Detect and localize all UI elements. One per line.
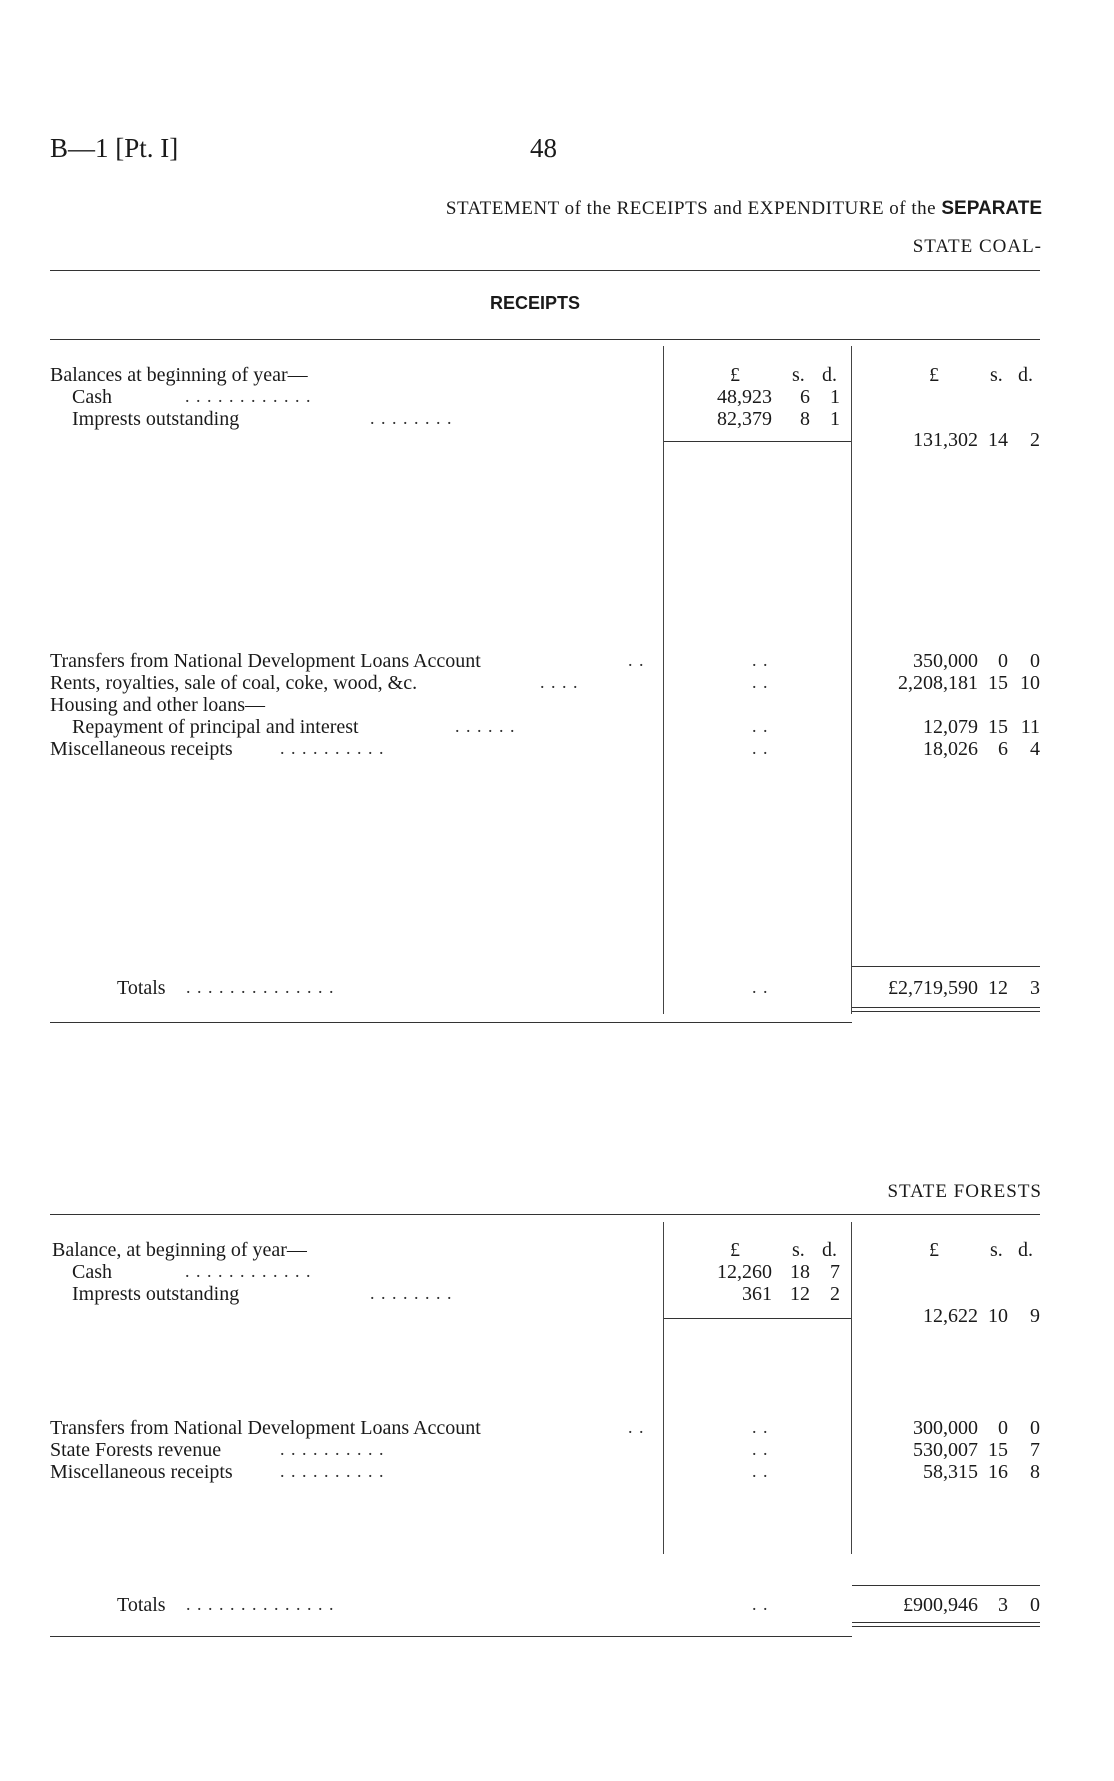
coal-total-double-rule-1 — [852, 1007, 1040, 1008]
coal-col-pounds-1: £ — [730, 364, 740, 386]
leader-dots: . . — [436, 408, 453, 428]
forests-row-revenue-shillings: 15 — [988, 1439, 1008, 1461]
coal-total-rule-top — [852, 966, 1040, 967]
coal-misc-pence: 4 — [1030, 738, 1040, 760]
leader-dots: . . — [324, 1439, 341, 1459]
leader-dots: . . — [280, 1461, 297, 1481]
coal-misc-pounds: 18,026 — [923, 738, 978, 760]
coal-col-shillings-2: s. — [990, 364, 1003, 386]
forests-balance-label: Balance, at beginning of year— — [52, 1239, 307, 1261]
leader-dots: . . — [273, 1261, 290, 1281]
coal-cash-pence: 1 — [830, 386, 840, 408]
forests-col-pounds-2: £ — [929, 1239, 939, 1261]
forests-imprests-pence: 2 — [830, 1283, 840, 1305]
forests-col-pence-2: d. — [1018, 1239, 1033, 1261]
forests-imprests-shillings: 12 — [790, 1283, 810, 1305]
col-dots: . . — [752, 1594, 769, 1614]
coal-row-rents-pounds: 2,208,181 — [898, 672, 978, 694]
leader-dots: . . — [186, 1594, 203, 1614]
title-prefix: STATEMENT of the RECEIPTS and EXPENDITURE of the — [445, 198, 942, 219]
leader-dots: . . — [295, 1261, 312, 1281]
leader-dots: . . — [185, 386, 202, 406]
coal-row-transfers-pence: 0 — [1030, 650, 1040, 672]
leader-dots: . . — [252, 1594, 269, 1614]
leader-dots: . . — [392, 408, 409, 428]
coal-imprests-label: Imprests outstanding — [72, 408, 240, 430]
forests-imprests-label: Imprests outstanding — [72, 1283, 240, 1305]
leader-dots: . . — [230, 977, 247, 997]
coal-imprests-shillings: 8 — [800, 408, 810, 430]
coal-cash-pounds: 48,923 — [717, 386, 772, 408]
coal-col-pence-1: d. — [822, 364, 837, 386]
column-divider-1 — [663, 346, 664, 1014]
forests-total-double-rule-1 — [852, 1622, 1040, 1623]
forests-total-shillings: 3 — [998, 1594, 1008, 1616]
forests-col-pounds-1: £ — [730, 1239, 740, 1261]
leader-dots: . . — [207, 386, 224, 406]
coal-row-transfers-label: Transfers from National Development Loans Account — [50, 650, 481, 672]
leader-dots: . . — [229, 1261, 246, 1281]
coal-row-rents-leader — [540, 672, 579, 693]
forests-row-misc-pounds: 58,315 — [923, 1461, 978, 1483]
coal-totals-label: Totals — [117, 977, 166, 999]
coal-total-double-rule-2 — [852, 1011, 1040, 1012]
forests-cash-label: Cash — [72, 1261, 112, 1283]
coal-row-transfers-shillings: 0 — [998, 650, 1008, 672]
coal-misc-coldots — [752, 738, 769, 759]
leader-dots: . . — [274, 977, 291, 997]
leader-dots: . . — [302, 1461, 319, 1481]
forests-col-shillings-1: s. — [792, 1239, 805, 1261]
leader-dots: . . — [628, 1417, 645, 1437]
forests-row-transfers-pence: 0 — [1030, 1417, 1040, 1439]
page-number: 48 — [530, 133, 557, 163]
coal-totals-leader — [186, 977, 335, 998]
forests-row-misc-shillings: 16 — [988, 1461, 1008, 1483]
coal-housing-label: Housing and other loans— — [50, 694, 265, 716]
forests-balance-total-pence: 9 — [1030, 1305, 1040, 1327]
leader-dots: . . — [562, 672, 579, 692]
leader-dots: . . — [455, 716, 472, 736]
leader-dots: . . — [392, 1283, 409, 1303]
leader-dots: . . — [368, 1461, 385, 1481]
col-dots: . . — [752, 672, 769, 692]
rule-top-coal — [50, 270, 1040, 271]
leader-dots: . . — [324, 738, 341, 758]
leader-dots: . . — [295, 386, 312, 406]
forests-totals-coldots — [752, 1594, 769, 1615]
col-dots: . . — [752, 650, 769, 670]
coal-repayment-pounds: 12,079 — [923, 716, 978, 738]
section-subtitle-coal: STATE COAL- — [912, 236, 1042, 257]
leader-dots: . . — [273, 386, 290, 406]
coal-balance-total-pence: 2 — [1030, 429, 1040, 451]
leader-dots: . . — [628, 650, 645, 670]
leader-dots: . . — [296, 1594, 313, 1614]
leader-dots: . . — [499, 716, 516, 736]
coal-repayment-shillings: 15 — [988, 716, 1008, 738]
leader-dots: . . — [302, 1439, 319, 1459]
coal-row-transfers-leader — [628, 650, 645, 671]
forests-imprests-pounds: 361 — [742, 1283, 772, 1305]
rule-header-coal — [50, 339, 1040, 340]
forests-row-misc-pence: 8 — [1030, 1461, 1040, 1483]
coal-row-rents-label: Rents, royalties, sale of coal, coke, wood, &c. — [50, 672, 418, 694]
forests-cash-leader — [185, 1261, 312, 1282]
col-dots: . . — [752, 977, 769, 997]
forests-row-transfers-leader — [628, 1417, 645, 1438]
coal-row-rents-coldots — [752, 672, 769, 693]
forests-cash-pounds: 12,260 — [717, 1261, 772, 1283]
forests-subtotal-rule — [664, 1318, 851, 1319]
column-divider-2 — [851, 346, 852, 1014]
leader-dots: . . — [477, 716, 494, 736]
leader-dots: . . — [207, 1261, 224, 1281]
receipts-heading: RECEIPTS — [490, 293, 581, 313]
leader-dots: . . — [318, 1594, 335, 1614]
coal-cash-label: Cash — [72, 386, 112, 408]
coal-totals-coldots — [752, 977, 769, 998]
forests-col-shillings-2: s. — [990, 1239, 1003, 1261]
forests-imprests-leader — [370, 1283, 453, 1304]
forests-totals-label: Totals — [117, 1594, 166, 1616]
forests-row-revenue-pounds: 530,007 — [913, 1439, 978, 1461]
forests-cash-pence: 7 — [830, 1261, 840, 1283]
leader-dots: . . — [414, 408, 431, 428]
forests-row-misc-label: Miscellaneous receipts — [50, 1461, 233, 1483]
leader-dots: . . — [324, 1461, 341, 1481]
forests-row-revenue-pence: 7 — [1030, 1439, 1040, 1461]
leader-dots: . . — [436, 1283, 453, 1303]
forests-total-pounds: £900,946 — [903, 1594, 978, 1616]
leader-dots: . . — [302, 738, 319, 758]
forests-row-misc-leader — [280, 1461, 385, 1482]
leader-dots: . . — [318, 977, 335, 997]
coal-imprests-pounds: 82,379 — [717, 408, 772, 430]
leader-dots: . . — [346, 1461, 363, 1481]
leader-dots: . . — [274, 1594, 291, 1614]
leader-dots: . . — [370, 1283, 387, 1303]
forests-row-transfers-label: Transfers from National Development Loans Account — [50, 1417, 481, 1439]
coal-row-rents-shillings: 15 — [988, 672, 1008, 694]
forests-row-revenue-label: State Forests revenue — [50, 1439, 222, 1461]
forests-totals-leader — [186, 1594, 335, 1615]
coal-repayment-label: Repayment of principal and interest — [72, 716, 359, 738]
leader-dots: . . — [208, 1594, 225, 1614]
col-dots: . . — [752, 1439, 769, 1459]
forests-total-double-rule-2 — [852, 1626, 1040, 1627]
forests-column-divider-2 — [851, 1222, 852, 1554]
col-dots: . . — [752, 1461, 769, 1481]
col-dots: . . — [752, 716, 769, 736]
coal-total-shillings: 12 — [988, 977, 1008, 999]
forests-row-revenue-coldots — [752, 1439, 769, 1460]
coal-balance-total-shillings: 14 — [988, 429, 1008, 451]
document-reference: B—1 [Pt. I] — [50, 133, 179, 163]
leader-dots: . . — [414, 1283, 431, 1303]
leader-dots: . . — [229, 386, 246, 406]
coal-cash-shillings: 6 — [800, 386, 810, 408]
section-title-forests: STATE FORESTS — [887, 1181, 1042, 1202]
leader-dots: . . — [368, 738, 385, 758]
leader-dots: . . — [346, 1439, 363, 1459]
forests-row-transfers-shillings: 0 — [998, 1417, 1008, 1439]
leader-dots: . . — [185, 1261, 202, 1281]
leader-dots: . . — [208, 977, 225, 997]
coal-cash-leader — [185, 386, 312, 407]
coal-imprests-pence: 1 — [830, 408, 840, 430]
coal-repayment-coldots — [752, 716, 769, 737]
coal-col-pounds-2: £ — [929, 364, 939, 386]
forests-total-rule-top — [852, 1585, 1040, 1586]
coal-row-transfers-coldots — [752, 650, 769, 671]
forests-balance-total-pounds: 12,622 — [923, 1305, 978, 1327]
forests-column-divider-1 — [663, 1222, 664, 1554]
leader-dots: . . — [251, 1261, 268, 1281]
leader-dots: . . — [280, 738, 297, 758]
statement-title — [446, 198, 1042, 220]
forests-total-pence: 0 — [1030, 1594, 1040, 1616]
coal-row-rents-pence: 10 — [1020, 672, 1040, 694]
coal-balance-total-pounds: 131,302 — [913, 429, 978, 451]
coal-misc-shillings: 6 — [998, 738, 1008, 760]
coal-misc-label: Miscellaneous receipts — [50, 738, 233, 760]
leader-dots: . . — [296, 977, 313, 997]
coal-section-bottom-rule — [50, 1022, 852, 1023]
rule-top-forests — [50, 1214, 1040, 1215]
coal-col-shillings-1: s. — [792, 364, 805, 386]
coal-repayment-leader — [455, 716, 516, 737]
leader-dots: . . — [186, 977, 203, 997]
col-dots: . . — [752, 738, 769, 758]
title-bold: SEPARATE — [941, 198, 1042, 219]
coal-col-pence-2: d. — [1018, 364, 1033, 386]
coal-total-pounds: £2,719,590 — [888, 977, 978, 999]
col-dots: . . — [752, 1417, 769, 1437]
leader-dots: . . — [252, 977, 269, 997]
forests-balance-total-shillings: 10 — [988, 1305, 1008, 1327]
forests-row-transfers-pounds: 300,000 — [913, 1417, 978, 1439]
forests-row-revenue-leader — [280, 1439, 385, 1460]
leader-dots: . . — [251, 386, 268, 406]
leader-dots: . . — [346, 738, 363, 758]
forests-row-transfers-coldots — [752, 1417, 769, 1438]
coal-row-transfers-pounds: 350,000 — [913, 650, 978, 672]
coal-subtotal-rule — [664, 441, 851, 442]
leader-dots: . . — [370, 408, 387, 428]
coal-imprests-leader — [370, 408, 453, 429]
coal-balances-label: Balances at beginning of year— — [50, 364, 308, 386]
forests-row-misc-coldots — [752, 1461, 769, 1482]
coal-repayment-pence: 11 — [1020, 716, 1040, 738]
leader-dots: . . — [230, 1594, 247, 1614]
leader-dots: . . — [280, 1439, 297, 1459]
forests-section-bottom-rule — [50, 1636, 852, 1637]
forests-col-pence-1: d. — [822, 1239, 837, 1261]
coal-total-pence: 3 — [1030, 977, 1040, 999]
coal-misc-leader — [280, 738, 385, 759]
leader-dots: . . — [368, 1439, 385, 1459]
leader-dots: . . — [540, 672, 557, 692]
forests-cash-shillings: 18 — [790, 1261, 810, 1283]
